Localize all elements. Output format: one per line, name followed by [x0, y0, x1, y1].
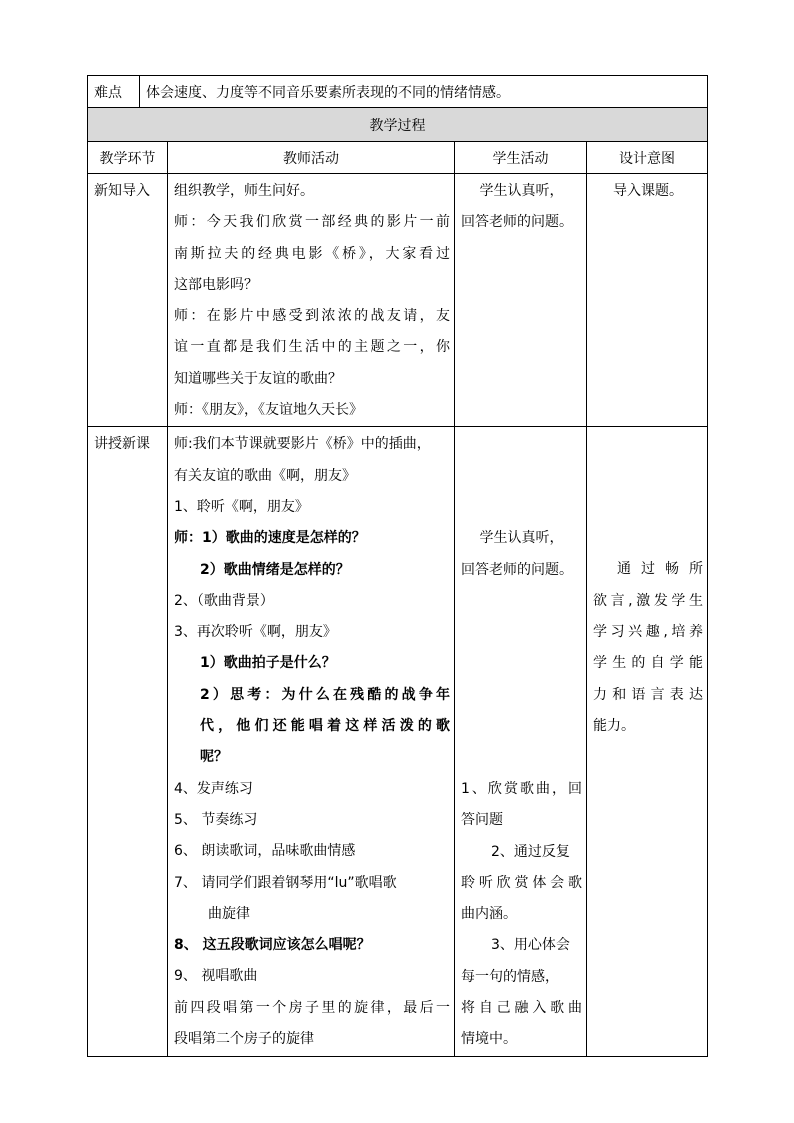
lesson-plan-page	[87, 75, 707, 1057]
intent-line: 导入课题。	[613, 183, 683, 199]
teacher-line: 知道哪些关于友谊的歌曲？	[174, 370, 342, 387]
table-row	[88, 427, 708, 1056]
difficulty-row	[88, 76, 708, 108]
teacher-line: 6、 朗读歌词，品味歌曲情感	[174, 843, 356, 860]
teacher-line: 师：今天我们欣赏一部经典的影片一前	[174, 214, 450, 231]
student-line: 学生认真听，	[479, 183, 564, 199]
teacher-line: 4、发声练习	[174, 780, 253, 797]
teacher-line: 1、聆听《啊，朋友》	[174, 498, 309, 515]
teacher-line: 代，他们还能唱着这样活泼的歌	[200, 718, 450, 735]
student-line: 2、通过反复	[491, 843, 570, 860]
student-line: 情境中。	[461, 1031, 517, 1048]
intent-line: 学习兴趣,培养	[593, 623, 703, 640]
difficulty-text: 体会速度、力度等不同音乐要素所表现的不同的情绪情感。	[140, 76, 708, 108]
intent-line: 能力。	[593, 717, 635, 734]
stage-cell	[88, 174, 168, 427]
teacher-line: 2）歌曲情绪是怎样的？	[200, 561, 350, 578]
teacher-line: 前四段唱第一个房子里的旋律，最后一	[174, 999, 450, 1016]
teaching-process-table	[87, 108, 708, 1057]
design-intent-cell	[587, 427, 708, 1056]
teacher-line: 南斯拉夫的经典电影《桥》，大家看过	[174, 245, 450, 262]
student-line: 回答老师的问题。	[461, 561, 573, 578]
column-header-stage: 教学环节	[88, 142, 168, 174]
teacher-line: 师：在影片中感受到浓浓的战友请，友	[174, 308, 450, 325]
section-title: 教学过程	[88, 108, 708, 142]
teacher-line: 谊一直都是我们生活中的主题之一，你	[174, 339, 450, 356]
column-header-teacher: 教师活动	[168, 142, 455, 174]
teacher-line: 8、 这五段歌词应该怎么唱呢？	[174, 937, 371, 954]
teacher-line: 组织教学，师生问好。	[174, 183, 314, 199]
teacher-line: 这部电影吗？	[174, 276, 258, 293]
teacher-line: 9、 视唱歌曲	[174, 968, 258, 985]
stage-label: 新知导入	[94, 183, 150, 199]
stage-label: 讲授新课	[94, 436, 150, 453]
teacher-line: 有关友谊的歌曲《啊，朋友》	[174, 467, 356, 484]
student-line: 每一句的情感，	[461, 968, 559, 985]
column-header-intent: 设计意图	[587, 142, 708, 174]
intent-line: 力和语言表达	[593, 686, 703, 703]
design-intent-cell	[587, 174, 708, 427]
student-line: 将自己融入歌曲	[461, 1000, 582, 1017]
student-line: 1、欣赏歌曲，回	[461, 780, 582, 797]
intent-line: 欲言,激发学生	[593, 592, 703, 609]
intent-line: 通过畅所	[617, 561, 703, 578]
teacher-line: 呢？	[200, 749, 228, 766]
teacher-line: 2）思考：为什么在残酷的战争年	[200, 686, 450, 703]
difficulty-table	[87, 75, 708, 108]
teacher-activity-cell	[168, 174, 455, 427]
column-header-student: 学生活动	[455, 142, 587, 174]
teacher-activity-cell	[168, 427, 455, 1056]
student-line: 学生认真听，	[479, 530, 564, 547]
teacher-line: 5、 节奏练习	[174, 811, 258, 828]
teacher-line: 师：《朋友》，《友谊地久天长》	[174, 402, 363, 419]
intent-line: 学生的自学能	[593, 655, 703, 672]
stage-cell	[88, 427, 168, 1056]
column-header-row	[88, 142, 708, 174]
student-line: 聆听欣赏体会歌	[461, 874, 582, 891]
teacher-line: 3、再次聆听《啊，朋友》	[174, 624, 337, 641]
student-activity-cell	[455, 174, 587, 427]
student-line: 曲内涵。	[461, 906, 517, 923]
student-line: 回答老师的问题。	[461, 214, 573, 231]
teacher-line: 师:我们本节课就要影片《桥》中的插曲，	[174, 436, 431, 453]
student-line: 3、用心体会	[491, 937, 570, 954]
student-activity-cell	[455, 427, 587, 1056]
section-header-row	[88, 108, 708, 142]
table-row	[88, 174, 708, 427]
difficulty-label: 难点	[88, 76, 140, 108]
teacher-line: 段唱第二个房子的旋律	[174, 1031, 314, 1048]
teacher-line: 1）歌曲拍子是什么？	[200, 655, 336, 672]
student-line: 答问题	[461, 812, 503, 829]
teacher-line: 师：1）歌曲的速度是怎样的？	[174, 530, 366, 547]
teacher-line: 2、（歌曲背景）	[174, 592, 274, 609]
teacher-line: 7、 请同学们跟着钢琴用“lu”歌唱歌	[174, 874, 397, 891]
teacher-line: 曲旋律	[208, 905, 250, 922]
